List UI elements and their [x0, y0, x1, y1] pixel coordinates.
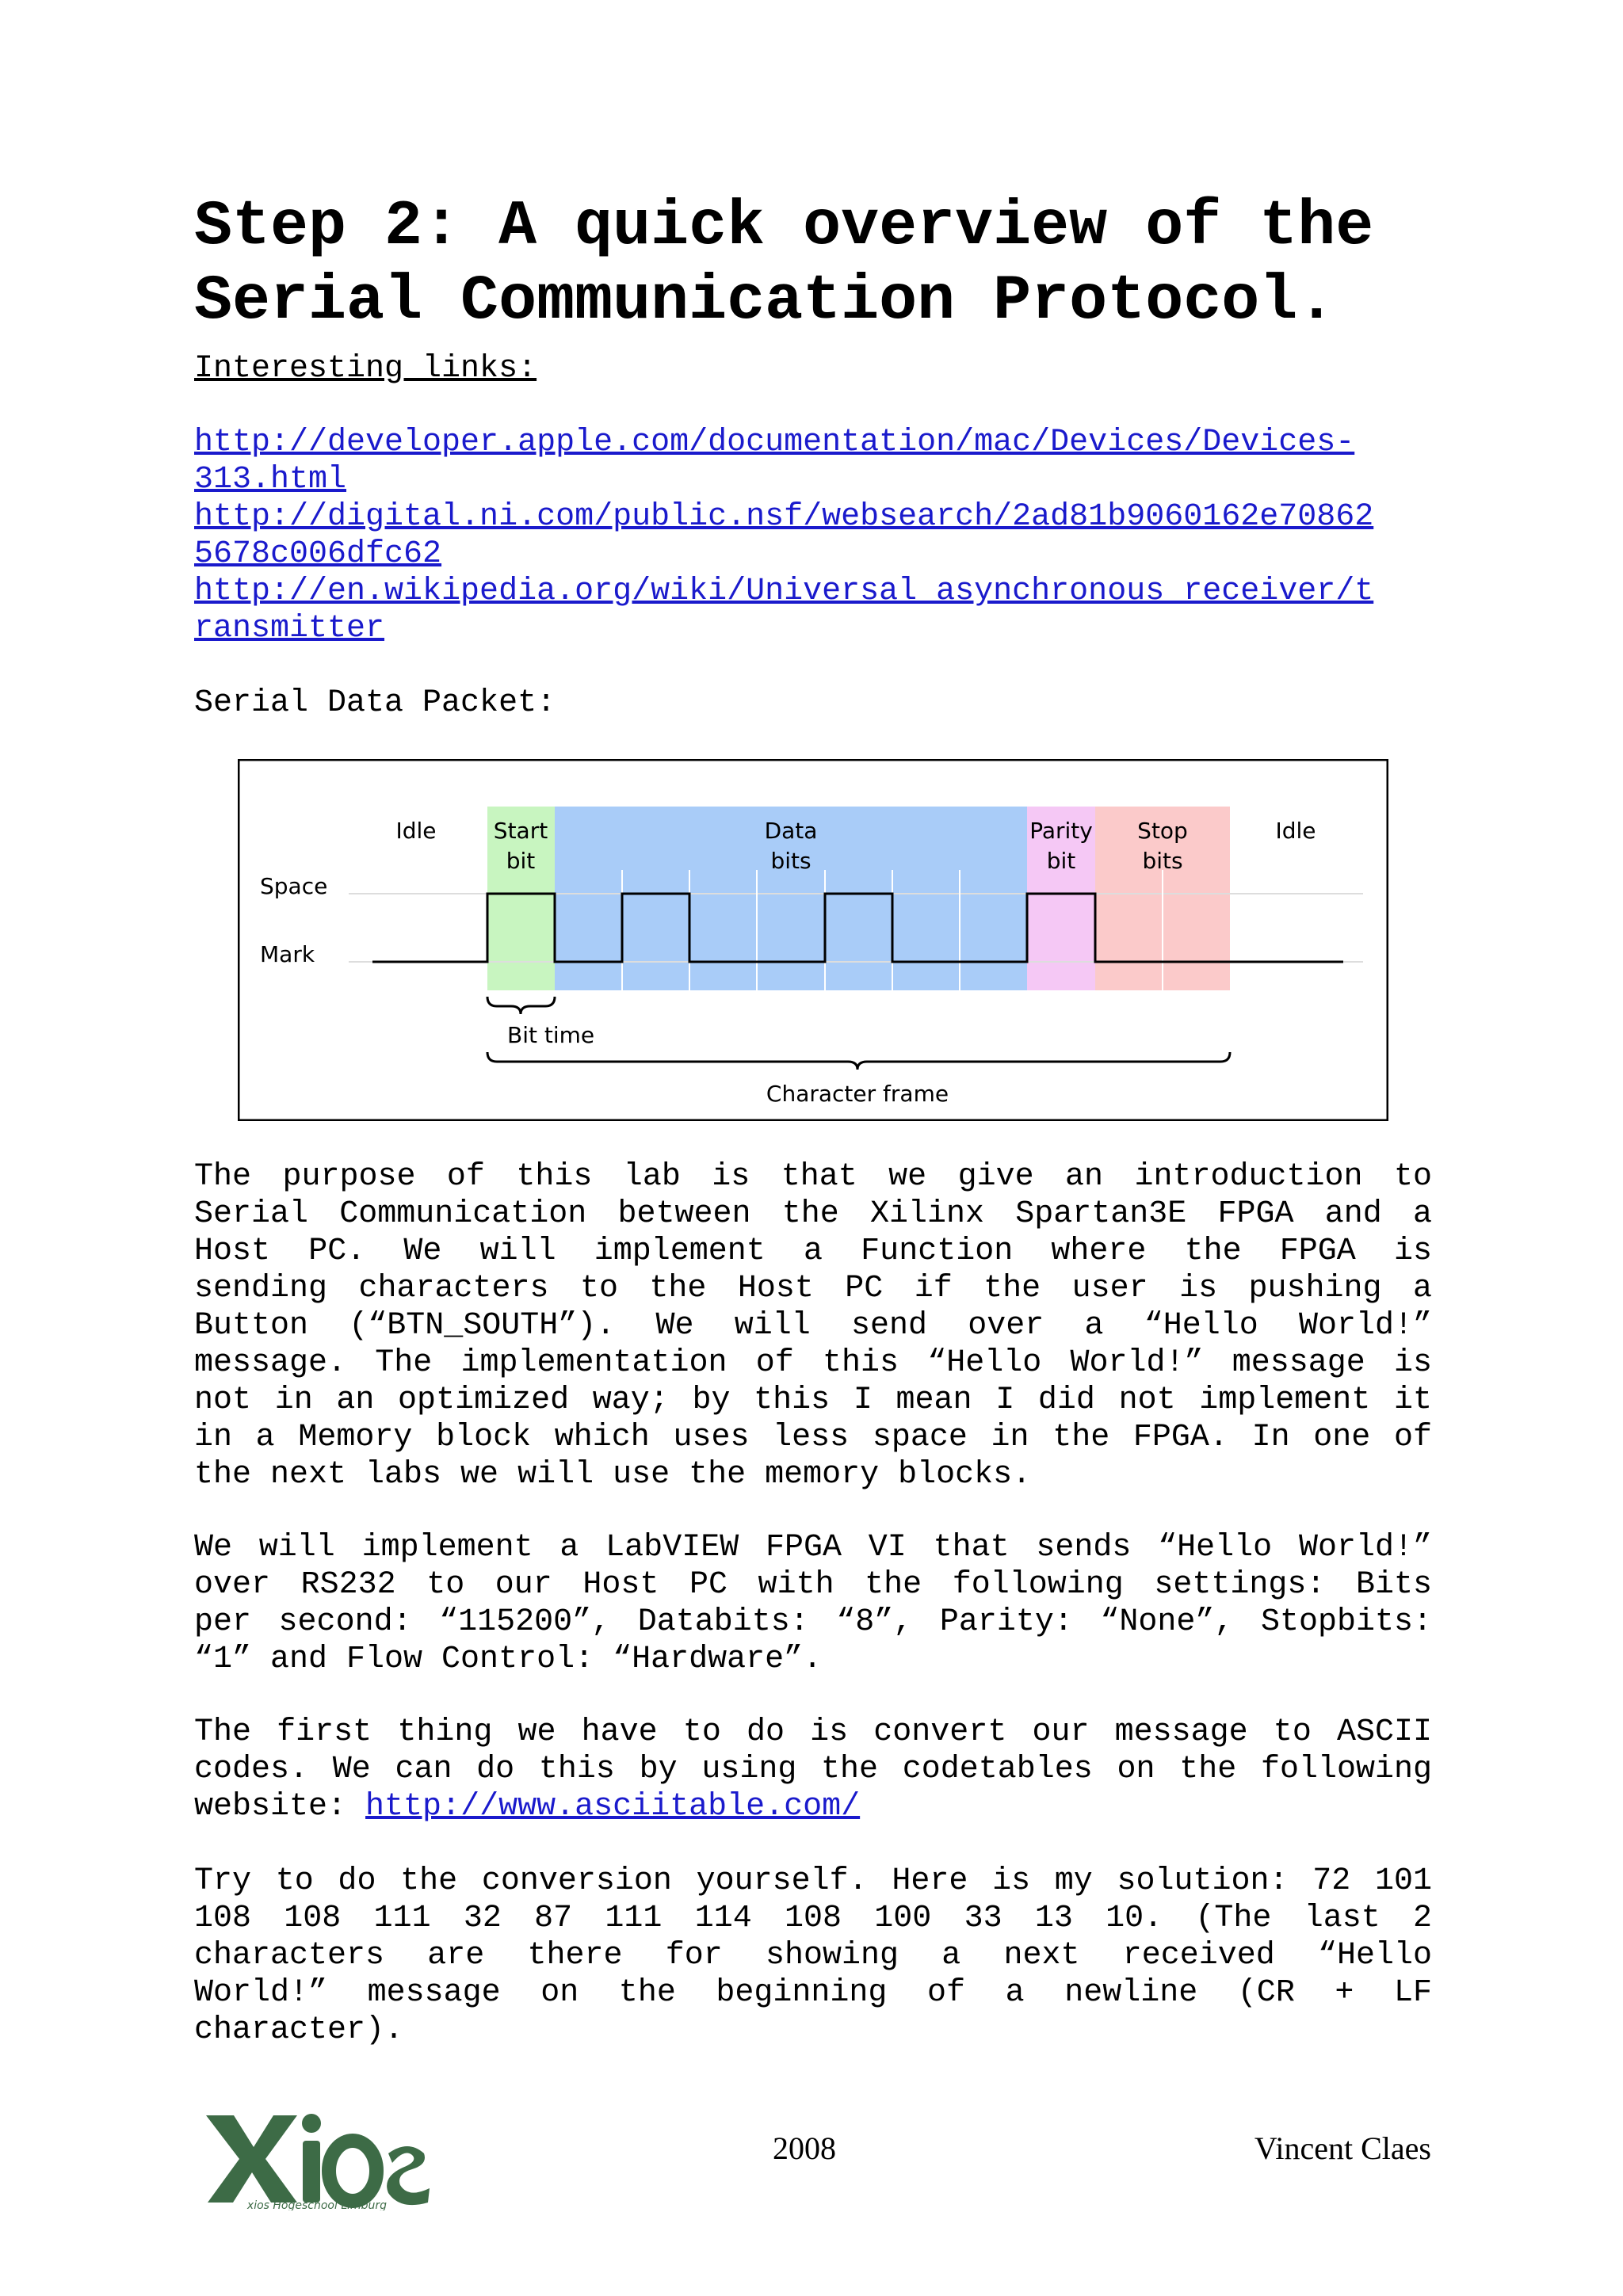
- idle-right-label: Idle: [1275, 818, 1316, 844]
- mark-label: Mark: [260, 941, 315, 967]
- logo-i-shape: [303, 2141, 320, 2203]
- website-prefix: website:: [194, 1789, 366, 1825]
- paragraph4-line: World!” message on the beginning of a newline (CR + LF: [194, 1975, 1432, 2011]
- page-title: [194, 190, 1446, 339]
- paragraph1-line: The purpose of this lab is that we give an introduction to: [194, 1159, 1432, 1195]
- serial-packet-label: Serial Data Packet:: [194, 685, 556, 721]
- footer-year: 2008: [773, 2130, 836, 2166]
- paragraph2-line: We will implement a LabVIEW FPGA VI that sends “Hello World!”: [194, 1530, 1432, 1566]
- start-label-1: Start: [493, 818, 548, 844]
- link-apple-devices[interactable]: [194, 424, 1446, 498]
- paragraph3-line: The first thing we have to do is convert our message to ASCII: [194, 1714, 1432, 1750]
- logo-subtitle: xios Hogeschool Limburg: [246, 2199, 388, 2210]
- parity-label-2: bit: [1046, 848, 1076, 874]
- paragraph4-line: Try to do the conversion yourself. Here is my solution: 72 101: [194, 1863, 1432, 1899]
- paragraph2-line: per second: “115200”, Databits: “8”, Parity: “None”, Stopbits:: [194, 1604, 1432, 1640]
- link-apple-line1: http://developer.apple.com/documentation/mac/Devices/Devices-: [194, 425, 1355, 460]
- logo-s-shape: [387, 2146, 430, 2205]
- data-label-2: bits: [770, 848, 812, 874]
- paragraph2-line: over RS232 to our Host PC with the following settings: Bits: [194, 1567, 1432, 1603]
- paragraph1-line: sending characters to the Host PC if the user is pushing a: [194, 1271, 1432, 1306]
- link-apple-line2: 313.html: [194, 462, 347, 498]
- link-asciitable[interactable]: http://www.asciitable.com/: [365, 1789, 861, 1825]
- link-ni-line2: 5678c006dfc62: [194, 536, 442, 572]
- paragraph2-line: “1” and Flow Control: “Hardware”.: [194, 1642, 823, 1677]
- link-wikipedia-uart[interactable]: [194, 573, 1446, 647]
- start-label-2: bit: [506, 848, 536, 874]
- paragraph-ascii: [194, 1714, 1432, 1825]
- title-line-1: Step 2: A quick overview of the: [194, 191, 1374, 263]
- link-wiki-line1: http://en.wikipedia.org/wiki/Universal_asynchronous_receiver/t: [194, 574, 1374, 609]
- logo-i-dot: [302, 2114, 321, 2133]
- paragraph4-line: character).: [194, 2012, 404, 2048]
- paragraph1-line: Host PC. We will implement a Function where the FPGA is: [194, 1234, 1432, 1269]
- stop-label-1: Stop: [1137, 818, 1188, 844]
- logo-x-shape: [206, 2115, 297, 2203]
- links-label: Interesting links:: [194, 351, 537, 387]
- paragraph1-line: Button (“BTN_SOUTH”). We will send over a “Hello World!”: [194, 1308, 1432, 1344]
- paragraph1-line: the next labs we will use the memory blocks.: [194, 1457, 1032, 1493]
- data-label-1: Data: [764, 818, 818, 844]
- xios-logo: [198, 2092, 436, 2210]
- paragraph1-line: in a Memory block which uses less space in the FPGA. In one of: [194, 1420, 1432, 1455]
- paragraph1-line: message. The implementation of this “Hello World!” message is: [194, 1345, 1432, 1381]
- paragraph3-line: codes. We can do this by using the codetables on the following: [194, 1752, 1432, 1787]
- paragraph4-line: characters are there for showing a next received “Hello: [194, 1938, 1432, 1974]
- link-ni-websearch[interactable]: [194, 498, 1446, 573]
- character-frame-label: Character frame: [766, 1081, 949, 1107]
- link-wiki-line2: ransmitter: [194, 611, 385, 646]
- logo-o-shape: [329, 2141, 376, 2201]
- stop-label-2: bits: [1142, 848, 1183, 874]
- paragraph3-line: [194, 1788, 1432, 1825]
- bit-time-label: Bit time: [507, 1022, 595, 1048]
- paragraph1-line: not in an optimized way; by this I mean I did not implement it: [194, 1383, 1432, 1418]
- parity-label-1: Parity: [1029, 818, 1093, 844]
- footer-author: Vincent Claes: [1254, 2130, 1431, 2166]
- serial-packet-diagram: [238, 759, 1388, 1121]
- paragraph-purpose: [194, 1158, 1432, 1493]
- space-label: Space: [260, 873, 328, 899]
- links-list: [194, 424, 1446, 647]
- paragraph-settings: [194, 1529, 1432, 1678]
- title-line-2: Serial Communication Protocol.: [194, 265, 1336, 338]
- paragraph-solution: [194, 1863, 1432, 2049]
- paragraph1-line: Serial Communication between the Xilinx Spartan3E FPGA and a: [194, 1196, 1432, 1232]
- idle-left-label: Idle: [395, 818, 437, 844]
- paragraph4-line: 108 108 111 32 87 111 114 108 100 33 13 10. (The last 2: [194, 1901, 1432, 1936]
- link-ni-line1: http://digital.ni.com/public.nsf/websearch/2ad81b9060162e70862: [194, 499, 1374, 535]
